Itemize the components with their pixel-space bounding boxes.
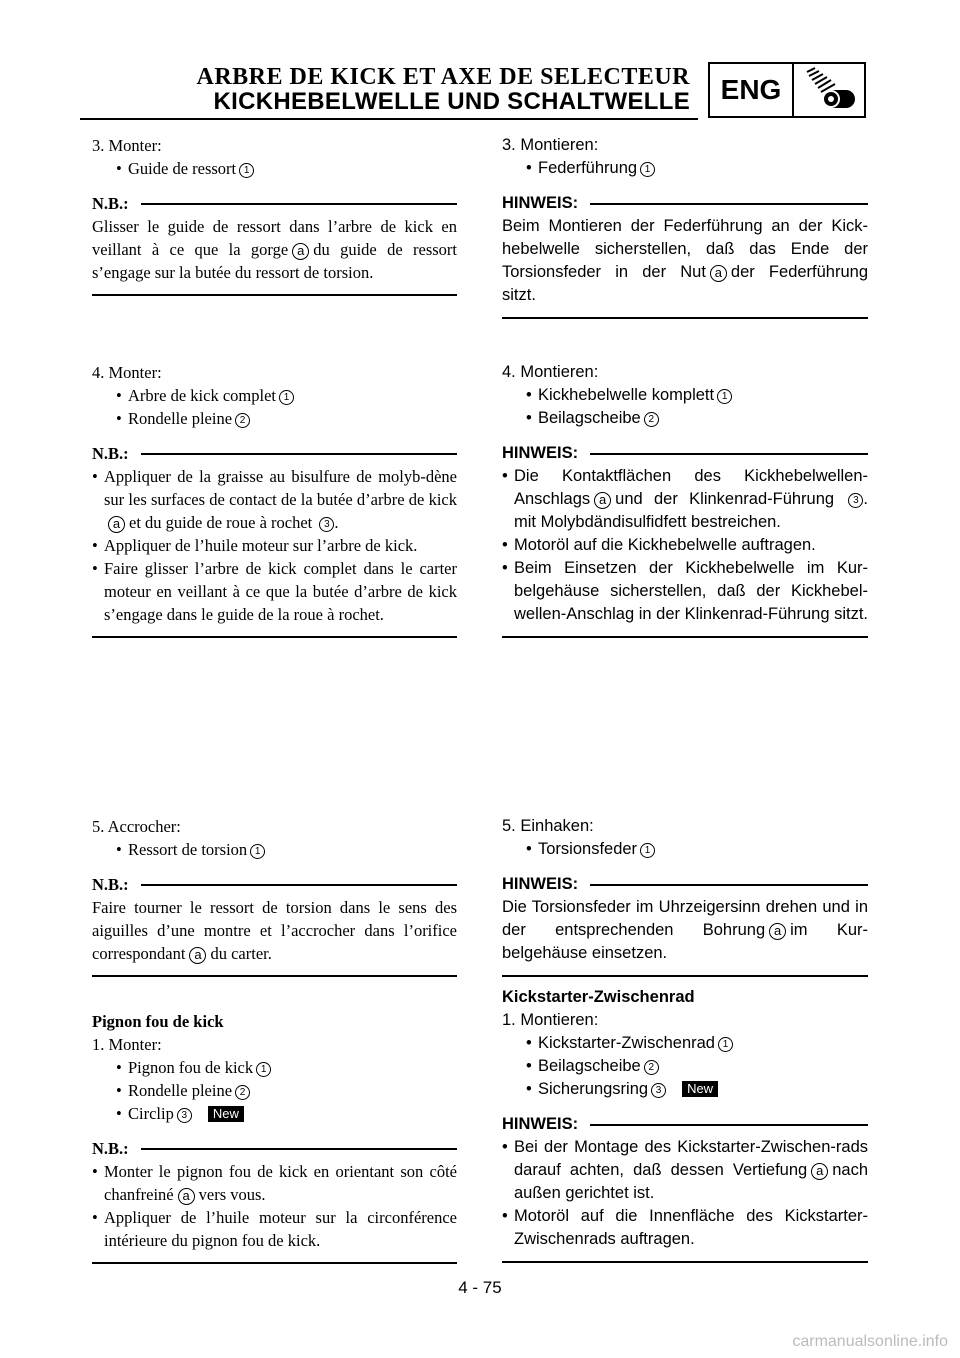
callout-3: 3 — [848, 493, 863, 508]
de-step-4-item-1: • Kickhebelwelle komplett 1 — [526, 384, 868, 407]
de-idle-note-header: HINWEIS: — [502, 1113, 868, 1136]
callout-2: 2 — [644, 412, 659, 427]
de-note-5-body: Die Torsionsfeder im Uhrzeigersinn drehen und in der entsprechenden Bohrung a im Kur-belgehäuse einsetzen. — [502, 898, 868, 962]
de-idle-note-item-1: • Bei der Montage des Kickstarter-Zwischen-rads darauf achten, daß dessen Vertiefung a nach außen gerichtet ist. — [502, 1138, 868, 1202]
callout-a: a — [108, 516, 125, 533]
page-number: 4 - 75 — [458, 1278, 502, 1297]
de-idle-step-label: 1. Montieren: — [502, 1011, 599, 1029]
callout-a: a — [769, 923, 786, 940]
fr-step-5-item-1: • Ressort de torsion 1 — [116, 838, 457, 861]
fr-idle-gear-section — [92, 1010, 457, 1264]
callout-1: 1 — [250, 844, 265, 859]
de-note-4-item-3: • Beim Einsetzen der Kickhebelwelle im Kur-belgehäuse sicherstellen, daß der Kickhebel-wellen-Anschlag in der Klinkenrad-Führung sitzt. — [502, 559, 869, 623]
de-idle-gear-title: Kickstarter-Zwischenrad — [502, 988, 695, 1006]
callout-a: a — [178, 1188, 195, 1205]
callout-1: 1 — [279, 390, 294, 405]
callout-1: 1 — [256, 1062, 271, 1077]
fr-note-4-header: N.B.: — [92, 442, 457, 465]
fr-note-3-header — [92, 192, 457, 215]
fr-step-4 — [92, 361, 457, 638]
de-step-3-item-1: • Federführung 1 — [526, 157, 868, 180]
callout-1: 1 — [640, 162, 655, 177]
fr-idle-item-2: • Rondelle pleine 2 — [116, 1079, 457, 1102]
fr-note-5-end-rule — [92, 975, 457, 977]
de-idle-note-item-2: • Motoröl auf die Innenfläche des Kickstarter-Zwischenrads auftragen. — [502, 1207, 868, 1248]
fr-note-4-item-2: • Appliquer de l’huile moteur sur l’arbre de kick. — [92, 536, 418, 555]
header-title-french: ARBRE DE KICK ET AXE DE SELECTEUR — [196, 64, 690, 90]
de-note-5-header: HINWEIS: — [502, 873, 868, 896]
de-step-5-item-1: • Torsionsfeder 1 — [526, 838, 868, 861]
fr-note-3-body: Glisser le guide de ressort dans l’arbre de kick en veillant à ce que la gorge a du guide de ressort s’engage sur la butée du ressort de torsion. — [92, 217, 457, 282]
header-rule — [80, 118, 698, 120]
new-part-badge: New — [208, 1106, 244, 1122]
de-idle-item-1: • Kickstarter-Zwischenrad 1 — [526, 1032, 868, 1055]
footer-watermark: carmanualsonline.info — [792, 1333, 948, 1350]
fr-step-3 — [92, 134, 457, 296]
fr-step-4-item-1: • Arbre de kick complet 1 — [116, 384, 457, 407]
fr-step-4-label: 4. Monter: — [92, 363, 162, 382]
callout-1: 1 — [640, 843, 655, 858]
fr-idle-gear-title: Pignon fou de kick — [92, 1012, 224, 1031]
callout-1: 1 — [717, 389, 732, 404]
fr-note-4-item-3: • Faire glisser l’arbre de kick complet dans le carter moteur en veillant à ce que la butée d’arbre de kick s’engage dans le guide de la roue à rochet. — [92, 559, 457, 624]
new-part-badge: New — [682, 1081, 718, 1097]
fr-step-3-item-1: • Guide de ressort 1 — [116, 157, 457, 180]
callout-2: 2 — [644, 1060, 659, 1075]
de-step-4 — [502, 361, 868, 638]
fr-idle-note-item-1: • Monter le pignon fou de kick en orientant son côté chanfreiné a vers vous. — [92, 1162, 457, 1204]
de-step-5-label: 5. Einhaken: — [502, 817, 594, 835]
fr-idle-step-label: 1. Monter: — [92, 1035, 162, 1054]
fr-step-3-item-1-text: Guide de ressort — [128, 159, 237, 178]
callout-a: a — [189, 947, 206, 964]
fr-idle-note-header: N.B.: — [92, 1137, 457, 1160]
de-note-3-end-rule — [502, 317, 868, 319]
callout-1: 1 — [239, 163, 254, 178]
de-note-5-end-rule — [502, 975, 868, 977]
fr-idle-note-item-2: • Appliquer de l’huile moteur sur la circonférence intérieure du pignon fou de kick. — [92, 1208, 457, 1250]
callout-2: 2 — [235, 1085, 250, 1100]
de-note-4-item-2: • Motoröl auf die Kickhebelwelle auftragen. — [502, 536, 816, 554]
fr-step-5-label: 5. Accrocher: — [92, 817, 181, 836]
de-idle-gear-section — [502, 986, 868, 1263]
de-note-4-item-1: • Die Kontaktflächen des Kickhebelwellen-Anschlags a und der Klinkenrad-Führung 3 . mit Molybdändisulfidfett bestreichen. — [502, 467, 868, 531]
callout-a: a — [292, 243, 309, 260]
de-note-3-header: HINWEIS: — [502, 192, 868, 215]
fr-idle-item-1: • Pignon fou de kick 1 — [116, 1056, 457, 1079]
de-idle-item-3: • Sicherungsring 3 New — [526, 1078, 868, 1101]
de-note-4-header: HINWEIS: — [502, 442, 868, 465]
callout-a: a — [710, 265, 727, 282]
fr-step-3-label: 3. Monter: — [92, 136, 162, 155]
de-step-3-label: 3. Montieren: — [502, 136, 599, 154]
engine-badge-label: ENG — [710, 64, 794, 116]
callout-3: 3 — [319, 517, 334, 532]
fr-idle-note-end-rule — [92, 1262, 457, 1264]
callout-a: a — [594, 492, 611, 509]
section-badge — [708, 62, 866, 118]
de-step-4-item-2: • Beilagscheibe 2 — [526, 407, 868, 430]
spring-assembly-icon — [794, 64, 864, 116]
header-title-german: KICKHEBELWELLE UND SCHALTWELLE — [213, 88, 690, 115]
callout-a: a — [811, 1163, 828, 1180]
fr-note-4-end-rule — [92, 636, 457, 638]
fr-note-4-item-1: • Appliquer de la graisse au bisulfure de molyb-dène sur les surfaces de contact de la butée d’arbre de kicka et du guide de roue à rochet 3 . — [92, 467, 457, 532]
de-idle-item-2: • Beilagscheibe 2 — [526, 1055, 868, 1078]
fr-idle-item-3: • Circlip 3 New — [116, 1102, 457, 1125]
de-note-3-body: Beim Montieren der Federführung an der Kick-hebelwelle sicherstellen, daß das Ende der Torsionsfeder in der Nut a der Federführung sitzt. — [502, 217, 869, 304]
de-note-4-end-rule — [502, 636, 868, 638]
fr-note-5-body: Faire tourner le ressort de torsion dans le sens des aiguilles d’une montre et l’accrocher dans l’orifice correspondant a du carter. — [92, 898, 457, 963]
note-label: N.B.: — [92, 194, 129, 213]
callout-3: 3 — [177, 1108, 192, 1123]
callout-3: 3 — [651, 1083, 666, 1098]
callout-2: 2 — [235, 413, 250, 428]
de-step-3 — [502, 134, 868, 319]
de-step-5 — [502, 815, 868, 977]
callout-1: 1 — [718, 1037, 733, 1052]
fr-note-5-header: N.B.: — [92, 873, 457, 896]
de-step-4-label: 4. Montieren: — [502, 363, 599, 381]
fr-step-5 — [92, 815, 457, 977]
de-idle-note-end-rule — [502, 1261, 868, 1263]
fr-step-4-item-2: • Rondelle pleine 2 — [116, 407, 457, 430]
fr-note-3-end-rule — [92, 294, 457, 296]
